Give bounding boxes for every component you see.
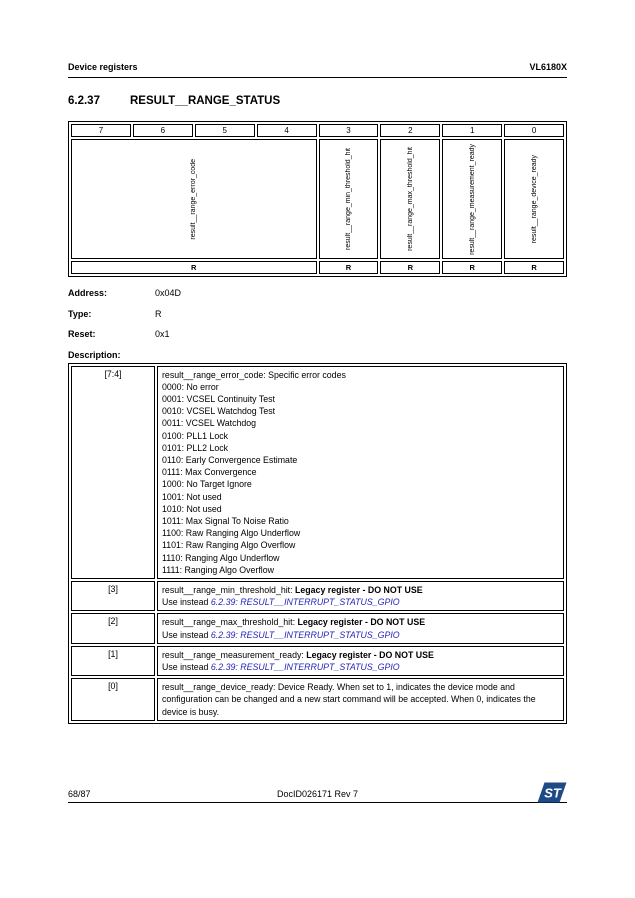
description-bits-cell: [7:4] xyxy=(71,366,155,579)
description-label: Description: xyxy=(68,349,121,360)
description-text: result__range_min_threshold_hit: xyxy=(162,584,296,595)
bit-field-cell xyxy=(504,139,564,259)
page-footer xyxy=(68,780,567,803)
bit-field-cell xyxy=(71,139,317,259)
description-line xyxy=(162,584,559,596)
register-bit-table xyxy=(68,121,567,277)
bit-field-cell-inner xyxy=(320,140,378,258)
description-line xyxy=(162,552,559,564)
description-table xyxy=(68,363,567,724)
description-bits-cell: [0] xyxy=(71,678,155,721)
description-line xyxy=(162,564,559,576)
description-line xyxy=(162,491,559,503)
description-text: Use instead xyxy=(162,597,211,608)
description-text: result__range_error_code: Specific error codes xyxy=(162,369,346,380)
description-line xyxy=(162,596,559,608)
description-text: 1010: Not used xyxy=(162,503,222,514)
description-text: 0100: PLL1 Lock xyxy=(162,430,229,441)
section-number: 6.2.37 xyxy=(68,95,100,107)
bit-field-row xyxy=(71,139,564,259)
description-bold-text: Legacy register - DO NOT USE xyxy=(306,649,434,660)
description-text: 0001: VCSEL Continuity Test xyxy=(162,393,275,404)
description-text: 0000: No error xyxy=(162,381,219,392)
bit-field-cell-inner xyxy=(381,140,439,258)
bit-number-cell: 4 xyxy=(257,124,317,137)
description-text: result__range_measurement_ready: xyxy=(162,649,307,660)
description-row xyxy=(71,678,564,721)
bit-access-cell: R xyxy=(71,261,317,274)
description-bits-cell: [2] xyxy=(71,613,155,643)
description-line xyxy=(162,616,559,628)
description-text: 0101: PLL2 Lock xyxy=(162,442,229,453)
page-content xyxy=(68,0,567,724)
description-text: 1001: Not used xyxy=(162,491,222,502)
bit-number-cell: 1 xyxy=(442,124,502,137)
description-bold-text: Legacy register - DO NOT USE xyxy=(297,617,426,628)
bit-field-name: result__range_error_code xyxy=(190,158,198,240)
bit-access-cell: R xyxy=(380,261,440,274)
bit-field-name: result__range_max_threshold_hit xyxy=(406,147,414,251)
section-title: RESULT__RANGE_STATUS xyxy=(130,95,281,107)
reset-value: 0x1 xyxy=(155,329,170,339)
bit-number-cell: 6 xyxy=(133,124,193,137)
property-row-reset xyxy=(68,329,567,339)
bit-field-name: result__range_min_threshold_hit xyxy=(344,148,352,250)
description-bits-cell: [1] xyxy=(71,646,155,676)
header-left-title: Device registers xyxy=(68,62,138,72)
description-text: 1110: Ranging Algo Underflow xyxy=(162,552,280,563)
doc-id: DocID026171 Rev 7 xyxy=(276,789,359,799)
description-line xyxy=(162,527,559,539)
description-text: 0010: VCSEL Watchdog Test xyxy=(162,406,276,417)
description-line xyxy=(162,649,559,661)
cross-reference-link[interactable]: 6.2.39: RESULT__INTERRUPT_STATUS_GPIO xyxy=(210,629,400,640)
bit-field-cell-inner xyxy=(72,140,316,258)
bit-number-cell: 3 xyxy=(319,124,379,137)
description-content-cell xyxy=(157,581,564,611)
description-row xyxy=(71,366,564,579)
description-line xyxy=(162,430,559,442)
address-value: 0x04D xyxy=(155,288,182,298)
bit-field-cell xyxy=(442,139,502,259)
bit-access-cell: R xyxy=(319,261,379,274)
register-properties xyxy=(68,288,567,339)
description-line xyxy=(162,454,559,466)
bit-number-cell: 0 xyxy=(504,124,564,137)
description-bits-cell: [3] xyxy=(71,581,155,611)
description-line xyxy=(162,466,559,478)
description-content-cell xyxy=(157,613,564,643)
description-text: 1011: Max Signal To Noise Ratio xyxy=(162,515,289,526)
description-row xyxy=(71,581,564,611)
bit-number-cell: 2 xyxy=(380,124,440,137)
description-line xyxy=(162,629,559,641)
description-text: result__range_max_threshold_hit: xyxy=(162,617,298,628)
bit-number-cell: 7 xyxy=(71,124,131,137)
bit-field-name: result__range_measurement_ready xyxy=(468,143,476,255)
bit-number-row xyxy=(71,124,564,137)
description-line xyxy=(162,681,559,718)
description-text: 1100: Raw Ranging Algo Underflow xyxy=(162,528,301,539)
description-line xyxy=(162,515,559,527)
description-text: 1000: No Target Ignore xyxy=(162,479,252,490)
description-line xyxy=(162,381,559,393)
description-line xyxy=(162,539,559,551)
description-content-cell xyxy=(157,678,564,721)
description-line xyxy=(162,442,559,454)
description-line xyxy=(162,393,559,405)
description-text: 1111: Ranging Algo Overflow xyxy=(162,564,274,575)
type-value: R xyxy=(155,308,162,319)
description-bold-text: Legacy register - DO NOT USE xyxy=(295,584,423,595)
bit-field-cell-inner xyxy=(505,140,563,258)
cross-reference-link[interactable]: 6.2.39: RESULT__INTERRUPT_STATUS_GPIO xyxy=(210,597,400,608)
description-line xyxy=(162,417,559,429)
section-heading xyxy=(68,95,567,107)
description-text: 0111: Max Convergence xyxy=(162,467,257,478)
description-row xyxy=(71,613,564,643)
description-line xyxy=(162,405,559,417)
property-row-address xyxy=(68,288,567,298)
description-text: 0011: VCSEL Watchdog xyxy=(162,418,257,429)
bit-field-cell-inner xyxy=(443,140,501,258)
address-label: Address: xyxy=(68,288,108,298)
reset-label: Reset: xyxy=(68,329,96,339)
st-logo-icon xyxy=(537,782,567,803)
description-line xyxy=(162,478,559,490)
bit-field-name: result__range_device_ready xyxy=(530,154,538,244)
description-content-cell xyxy=(157,366,564,579)
running-header xyxy=(68,62,567,78)
description-line xyxy=(162,661,559,673)
description-text: 1101: Raw Ranging Algo Overflow xyxy=(162,540,296,551)
description-line xyxy=(162,369,559,381)
description-text: Use instead xyxy=(162,629,211,640)
cross-reference-link[interactable]: 6.2.39: RESULT__INTERRUPT_STATUS_GPIO xyxy=(210,661,400,672)
description-row xyxy=(71,646,564,676)
description-text: 0110: Early Convergence Estimate xyxy=(162,454,298,465)
bit-access-cell: R xyxy=(442,261,502,274)
property-row-type xyxy=(68,309,567,319)
bit-access-cell: R xyxy=(504,261,564,274)
description-text: result__range_device_ready: Device Ready. When set to 1, indicates the device mode and configuration can be changed and a new start command will be accepted. When 0, indicates the device is busy. xyxy=(162,682,536,717)
bit-number-cell: 5 xyxy=(195,124,255,137)
page-number: 68/87 xyxy=(68,789,91,799)
type-label: Type: xyxy=(68,308,92,319)
header-right-product: VL6180X xyxy=(529,62,567,72)
bit-field-cell xyxy=(380,139,440,259)
description-text: Use instead xyxy=(162,661,211,672)
bit-access-row xyxy=(71,261,564,274)
st-logo-text: ST xyxy=(544,785,561,801)
description-content-cell xyxy=(157,646,564,676)
description-line xyxy=(162,503,559,515)
bit-field-cell xyxy=(319,139,379,259)
